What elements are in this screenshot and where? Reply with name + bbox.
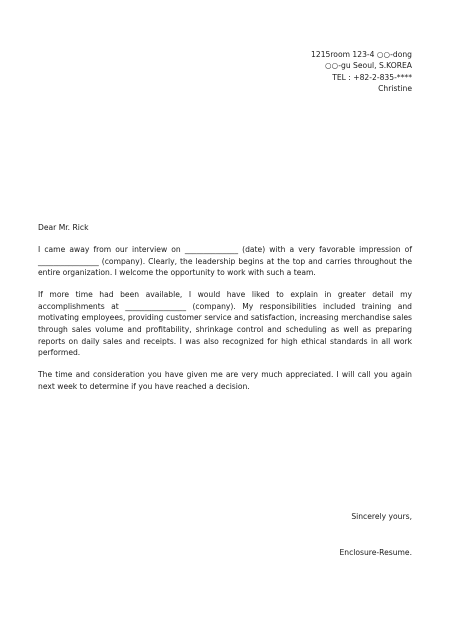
sender-address-block: [192, 49, 412, 95]
sender-address-line2: ○○-gu Seoul, S.KOREA: [325, 61, 412, 71]
body-paragraph-2: If more time had been available, I would have liked to explain in greater detail my accomplishments at ________________ (company). My responsibilities included training and motivating employees, providing customer service and satisfaction, increasing merchandise sales through sales volume and profitability, shrinkage control and scheduling as well as preparing reports on daily sales and receipts. I was also recognized for high ethical standards in all work performed.: [38, 290, 412, 358]
body-paragraph-3: The time and consideration you have given me are very much appreciated. I will call you again next week to determine if you have reached a decision.: [38, 370, 412, 391]
sender-phone: TEL : +82-2-835-****: [332, 72, 412, 82]
sender-name: Christine: [378, 84, 412, 94]
sender-address-line1: 1215room 123-4 ○○-dong: [311, 50, 412, 59]
body-paragraph-1: I came away from our interview on ______________ (date) with a very favorable impression of ________________ (company). Clearly, the leadership begins at the top and carries throughout the entire organization. I welcome the opportunity to work with such a team.: [38, 245, 412, 278]
enclosure-note: Enclosure-Resume.: [339, 548, 412, 557]
closing: Sincerely yours,: [351, 512, 412, 521]
letter-body: [38, 244, 412, 403]
salutation: Dear Mr. Rick: [38, 223, 89, 232]
